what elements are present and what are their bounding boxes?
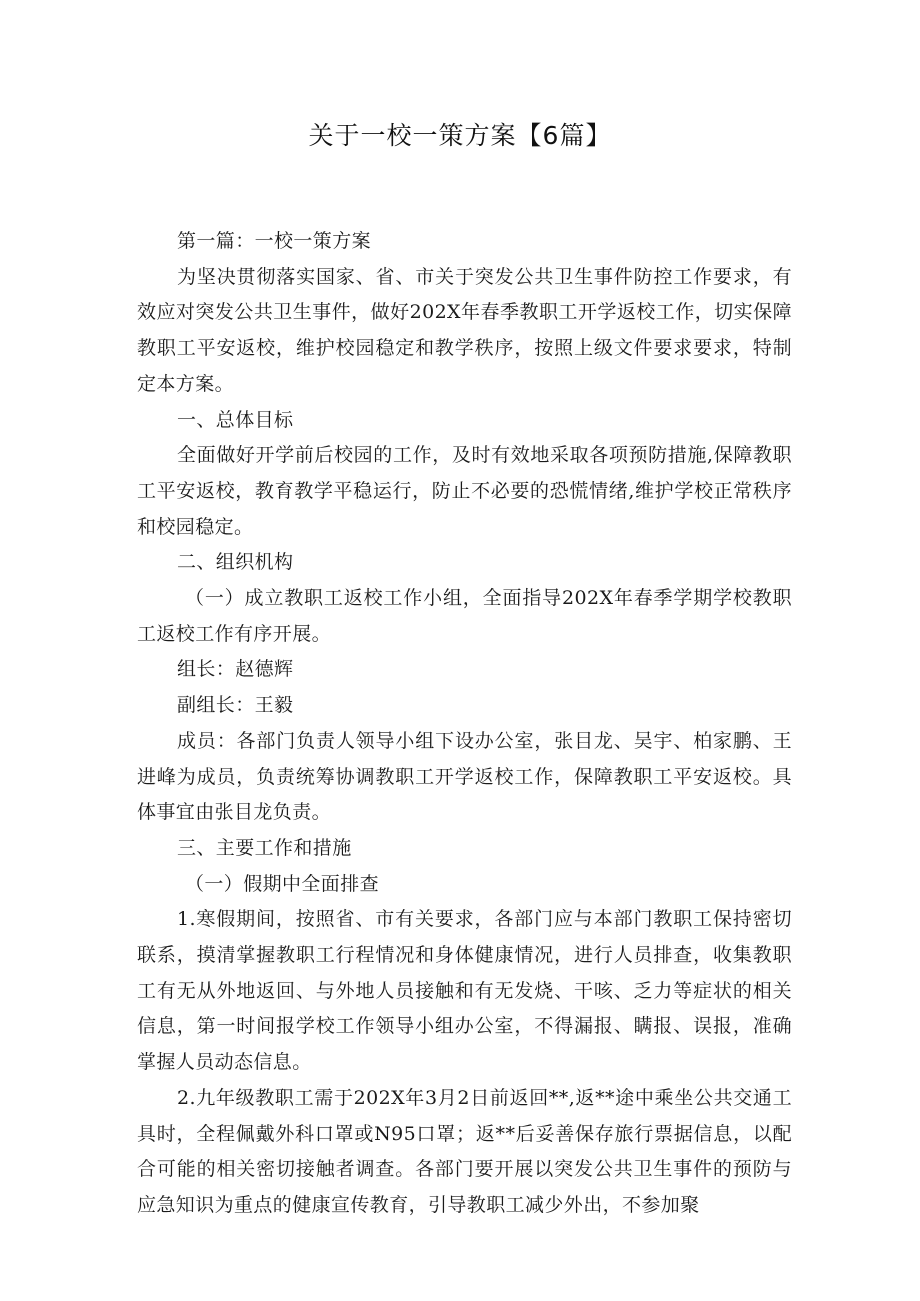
document-title: 关于一校一策方案【6篇】 (308, 121, 612, 150)
paragraph-group-leader: 组长：赵德辉 (177, 658, 294, 681)
section-heading-part-one: 第一篇：一校一策方案 (177, 230, 372, 252)
paragraph-item-1: 1.寒假期间，按照省、市有关要求，各部门应与本部门教职工保持密切联系，摸清掌握教职工行程情况和身体健康情况，进行人员排查，收集教职工有无从外地返回、与外地人员接触和有无发烧、干咳、乏力等症状的相关信息，第一时间报学校工作领导小组办公室，不得漏报、瞒报、误报，准确掌握人员动态信息。 (137, 908, 792, 1074)
paragraph-members: 成员：各部门负责人领导小组下设办公室，张目龙、吴宇、柏家鹏、王进峰为成员，负责统筹协调教职工开学返校工作，保障教职工平安返校。具体事宜由张目龙负责。 (137, 729, 792, 824)
paragraph-work-group: （一）成立教职工返校工作小组，全面指导202X年春季学期学校教职工返校工作有序开展。 (137, 587, 792, 645)
paragraph-deputy-leader: 副组长：王毅 (177, 694, 294, 717)
section-heading-main-work: 三、主要工作和措施 (177, 836, 352, 859)
document-body (137, 224, 792, 1224)
section-heading-overall-goal: 一、总体目标 (177, 408, 294, 431)
paragraph-overall-goal: 全面做好开学前后校园的工作，及时有效地采取各项预防措施,保障教职工平安返校，教育教学平稳运行，防止不必要的恐慌情绪,维护学校正常秩序和校园稳定。 (137, 444, 792, 538)
paragraph-item-2: 2.九年级教职工需于202X年3月2日前返回**,返**途中乘坐公共交通工具时，全程佩戴外科口罩或N95口罩；返**后妥善保存旅行票据信息，以配合可能的相关密切接触者调查。各部门要开展以突发公共卫生事件的预防与应急知识为重点的健康宣传教育，引导教职工减少外出，不参加聚 (137, 1086, 792, 1216)
subsection-heading-holiday-check: （一）假期中全面排查 (185, 872, 380, 895)
section-heading-organization: 二、组织机构 (177, 551, 294, 574)
paragraph-intro: 为坚决贯彻落实国家、省、市关于突发公共卫生事件防控工作要求，有效应对突发公共卫生事件，做好202X年春季教职工开学返校工作，切实保障教职工平安返校，维护校园稳定和教学秩序，按照上级文件要求要求，特制定本方案。 (137, 265, 792, 395)
